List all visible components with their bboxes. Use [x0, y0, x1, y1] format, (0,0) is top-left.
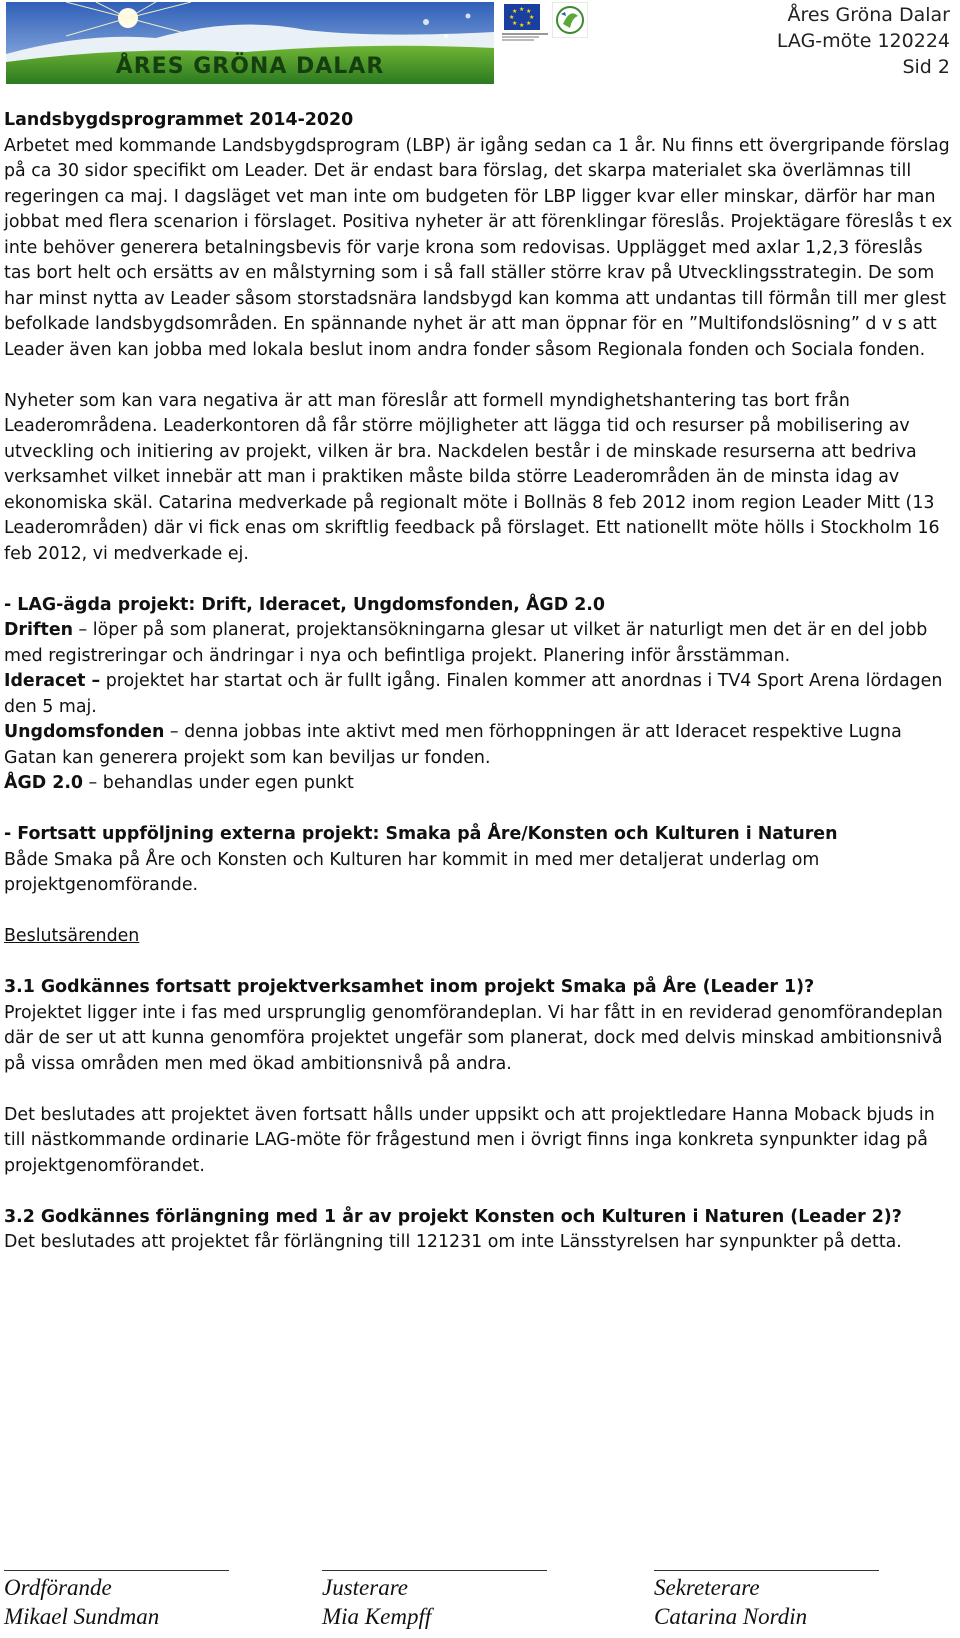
- signature-name: Catarina Nordin: [654, 1604, 808, 1629]
- section-heading: - Fortsatt uppföljning externa projekt: Smaka på Åre/Konsten och Kulturen i Naturen: [4, 824, 838, 844]
- decisions-title: Beslutsärenden: [4, 926, 140, 946]
- leader-logo-icon: [552, 2, 588, 38]
- meeting-id: LAG-möte 120224: [776, 30, 950, 52]
- signature-block-chair: [4, 1570, 244, 1631]
- paragraph: Nyheter som kan vara negativa är att man föreslår att formell myndighetshantering tas bort från Leaderområdena. Leaderkontoren då får större möjligheter att lägga tid och resurser på mobilisering av utveckling och initiering av projekt, vilken är bra. Nackdelen består i de minskade resurserna att bedriva verksamhet vilket innebär att man i praktiken måste bilda större Leaderområden än de minsta idag av ekonomiska skäl. Catarina medverkade på regionalt möte i Bollnäs 8 feb 2012 inom region Leader Mitt (13 Leaderområden) där vi fick enas om skriftlig feedback på förslaget. Ett nationellt möte hölls i Stockholm 16 feb 2012, vi medverkade ej.: [4, 390, 940, 564]
- eu-flag-icon: ★ ★ ★ ★ ★ ★ ★ ★: [504, 4, 540, 30]
- section-heading: - LAG-ägda projekt: Drift, Ideracet, Ungdomsfonden, ÅGD 2.0: [4, 594, 605, 615]
- signature-role: Justerare: [322, 1575, 409, 1600]
- org-logo-banner: [6, 2, 494, 84]
- paragraph: Både Smaka på Åre och Konsten och Kulturen har kommit in med mer detaljerat underlag om projektgenomförande.: [4, 849, 820, 895]
- signature-block-secretary: [654, 1570, 894, 1631]
- signature-line: [4, 1570, 229, 1571]
- decision-heading: 3.2 Godkännes förlängning med 1 år av projekt Konsten och Kulturen i Naturen (Leader 2)?: [4, 1206, 902, 1227]
- page-number: Sid 2: [902, 56, 950, 78]
- signature-role: Sekreterare: [654, 1575, 760, 1600]
- page-header-info: [777, 2, 950, 80]
- signature-name: Mia Kempff: [322, 1604, 432, 1629]
- signature-block-adjuster: [322, 1570, 562, 1631]
- list-item: ÅGD 2.0 – behandlas under egen punkt: [4, 773, 354, 793]
- list-item: Driften – löper på som planerat, projektansökningarna glesar ut vilket är naturligt men det är en del jobb med registreringar och ändringar i nya och befintliga projekt. Planering inför årsstämman.: [4, 620, 928, 666]
- list-item: Ungdomsfonden – denna jobbas inte aktivt med men förhoppningen är att Ideracet respektive Lugna Gatan kan generera projekt som kan beviljas ur fonden.: [4, 722, 902, 768]
- signature-line: [322, 1570, 547, 1571]
- decision-heading: 3.1 Godkännes fortsatt projektverksamhet inom projekt Smaka på Åre (Leader 1)?: [4, 977, 815, 997]
- list-item: Ideracet – projektet har startat och är fullt igång. Finalen kommer att anordnas i TV4 Sport Arena lördagen den 5 maj.: [4, 671, 943, 717]
- signature-name: Mikael Sundman: [4, 1604, 160, 1629]
- paragraph: Projektet ligger inte i fas med ursprunglig genomförandeplan. Vi har fått in en reviderad genomförandeplan där de ser ut att kunna genomföra projektet ungefär som planerat, dock med delvis minskad ambitionsnivå på vissa områden men med ökad ambitionsnivå på andra.: [4, 1002, 943, 1074]
- signature-line: [654, 1570, 879, 1571]
- eu-caption: [502, 32, 548, 42]
- section-title: Landsbygdsprogrammet 2014-2020: [4, 110, 354, 130]
- paragraph: Det beslutades att projektet får förlängning till 121231 om inte Länsstyrelsen har synpunkter på detta.: [4, 1232, 902, 1252]
- org-name: Åres Gröna Dalar: [787, 4, 950, 26]
- paragraph: Det beslutades att projektet även fortsatt hålls under uppsikt och att projektledare Hanna Moback bjuds in till nästkommande ordinarie LAG-möte för frågestund men i övrigt finns inga konkreta synpunkter idag på projektgenomförandet.: [4, 1104, 935, 1176]
- logo-text: ÅRES GRÖNA DALAR: [115, 54, 385, 79]
- paragraph: Arbetet med kommande Landsbygdsprogram (LBP) är igång sedan ca 1 år. Nu finns ett övergripande förslag på ca 30 sidor specifikt om Leader. Det är endast bara förslag, det skarpa materialet ska överlämnas till regeringen ca maj. I dagsläget vet man inte om budgeten för LBP ligger kvar eller minskar, därför har man jobbat med flera scenarion i förslaget. Positiva nyheter är att förenklingar föreslås. Projektägare föreslås t ex inte behöver generera betalningsbevis för varje krona som redovisas. Upplägget med axlar 1,2,3 föreslås tas bort helt och ersätts av en målstyrning som i så fall ställer större krav på Utvecklingsstrategin. De som har minst nytta av Leader såsom storstadsnära landsbygd kan komma att undantas till förmån till mer glest befolkade landsbygdsområden. En spännande nyhet är att man öppnar för en ”Multifondslösning” d v s att Leader även kan jobba med lokala beslut inom andra fonder såsom Regionala fonden och Sociala fonden.: [4, 135, 953, 360]
- document-body: [4, 108, 954, 1256]
- signature-role: Ordförande: [4, 1575, 112, 1600]
